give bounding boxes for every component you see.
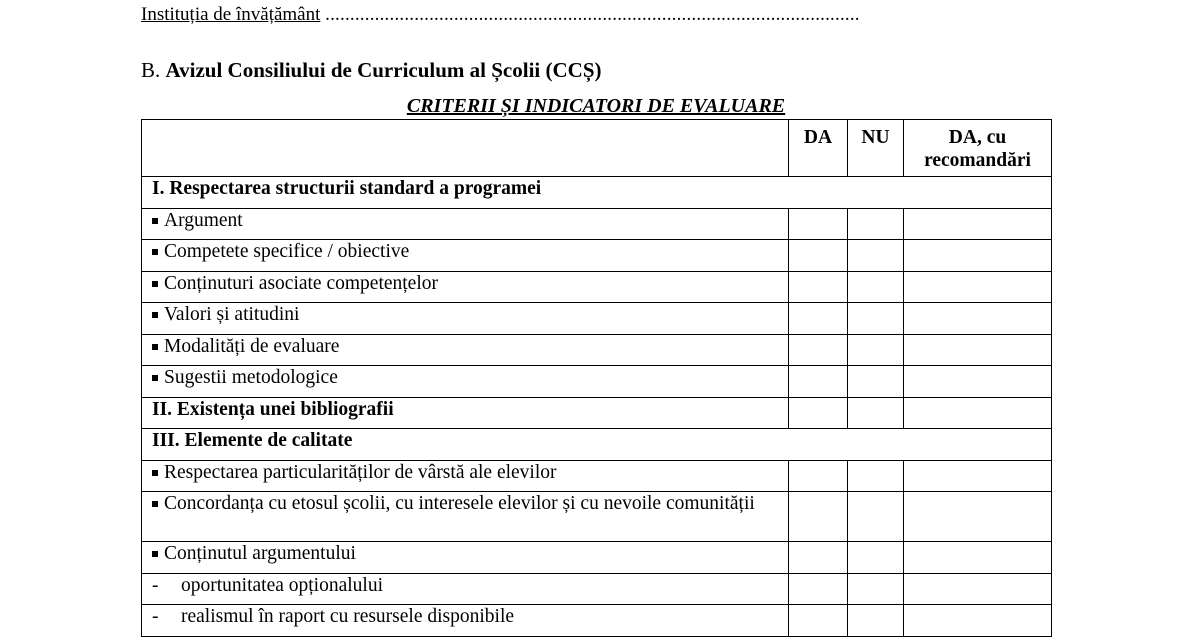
criterion-cell [142, 573, 789, 605]
section-title: Avizul Consiliului de Curriculum al Școlii (CCȘ) [165, 58, 602, 82]
section-row [142, 397, 1052, 429]
da-checkbox-cell [789, 271, 848, 303]
criterion-cell [142, 177, 1052, 209]
bullet-icon [152, 470, 158, 476]
nu-checkbox-cell [848, 460, 904, 492]
da-checkbox-cell [789, 366, 848, 398]
table-row [142, 460, 1052, 492]
da-checkbox-cell [789, 605, 848, 637]
criterion-label: III. Elemente de calitate [152, 430, 353, 451]
header-da-cu-recomandari: DA, cu recomandări [904, 120, 1052, 177]
nu-checkbox-cell [848, 605, 904, 637]
criterion-cell [142, 366, 789, 398]
dash-icon: - [152, 606, 159, 627]
table-row [142, 366, 1052, 398]
nu-checkbox-cell [848, 303, 904, 335]
da-checkbox-cell [789, 542, 848, 574]
header-da: DA [789, 120, 848, 177]
nu-checkbox-cell [848, 542, 904, 574]
bullet-icon [152, 344, 158, 350]
recommendation-cell [904, 271, 1052, 303]
recommendation-cell [904, 573, 1052, 605]
header-criteria [142, 120, 789, 177]
dash-icon: - [152, 574, 159, 596]
nu-checkbox-cell [848, 492, 904, 542]
criterion-cell [142, 240, 789, 272]
criterion-cell [142, 334, 789, 366]
institution-fill-dots: ............................................................................................................ [325, 4, 860, 25]
criteria-title: CRITERII ȘI INDICATORI DE EVALUARE [406, 95, 786, 117]
recommendation-cell [904, 492, 1052, 542]
criterion-cell [142, 542, 789, 574]
table-row [142, 271, 1052, 303]
nu-checkbox-cell [848, 366, 904, 398]
da-checkbox-cell [789, 208, 848, 240]
table-row [142, 334, 1052, 366]
da-checkbox-cell [789, 240, 848, 272]
table-row [142, 492, 1052, 542]
criterion-label: Conținutul argumentului [164, 543, 356, 564]
criterion-cell [142, 208, 789, 240]
criterion-cell [142, 271, 789, 303]
table-row [142, 208, 1052, 240]
da-checkbox-cell [789, 492, 848, 542]
recommendation-cell [904, 366, 1052, 398]
criterion-label: Respectarea particularităților de vârstă ale elevilor [164, 461, 557, 483]
criterion-label: Conținuturi asociate competențelor [164, 272, 438, 294]
section-row [142, 177, 1052, 209]
criterion-label: Modalități de evaluare [164, 335, 340, 357]
nu-checkbox-cell [848, 271, 904, 303]
criterion-label: Sugestii metodologice [164, 367, 338, 388]
bullet-icon [152, 501, 158, 507]
table-row [142, 605, 1052, 637]
bullet-icon [152, 281, 158, 287]
da-checkbox-cell [789, 460, 848, 492]
nu-checkbox-cell [848, 334, 904, 366]
criterion-label: II. Existența unei bibliografii [152, 398, 394, 420]
recommendation-cell [904, 397, 1052, 429]
evaluation-table [141, 119, 1052, 637]
criterion-label: oportunitatea opționalului [181, 574, 383, 596]
criterion-cell [142, 397, 789, 429]
institution-line [141, 4, 860, 26]
criterion-cell [142, 303, 789, 335]
bullet-icon [152, 249, 158, 255]
criterion-label: I. Respectarea structurii standard a programei [152, 178, 542, 199]
criterion-label: realismul în raport cu resursele disponibile [181, 606, 515, 627]
criterion-label: Concordanța cu etosul școlii, cu interesele elevilor și cu nevoile comunității [164, 493, 755, 514]
section-row [142, 429, 1052, 461]
recommendation-cell [904, 605, 1052, 637]
criterion-label: Argument [164, 209, 243, 231]
section-heading [141, 58, 602, 83]
nu-checkbox-cell [848, 573, 904, 605]
recommendation-cell [904, 240, 1052, 272]
table-row [142, 573, 1052, 605]
section-prefix: B. [141, 58, 161, 82]
bullet-icon [152, 551, 158, 557]
nu-checkbox-cell [848, 208, 904, 240]
header-nu: NU [848, 120, 904, 177]
bullet-icon [152, 312, 158, 318]
recommendation-cell [904, 542, 1052, 574]
table-row [142, 303, 1052, 335]
institution-label: Instituția de învățământ [141, 4, 321, 25]
da-checkbox-cell [789, 303, 848, 335]
criterion-cell [142, 429, 1052, 461]
recommendation-cell [904, 208, 1052, 240]
criterion-cell [142, 492, 789, 542]
criterion-label: Competete specifice / obiective [164, 241, 410, 262]
da-checkbox-cell [789, 397, 848, 429]
criterion-cell [142, 605, 789, 637]
nu-checkbox-cell [848, 397, 904, 429]
criterion-cell [142, 460, 789, 492]
table-row [142, 542, 1052, 574]
da-checkbox-cell [789, 573, 848, 605]
bullet-icon [152, 375, 158, 381]
table-header-row [142, 120, 1052, 177]
table-row [142, 240, 1052, 272]
da-checkbox-cell [789, 334, 848, 366]
recommendation-cell [904, 334, 1052, 366]
criterion-label: Valori și atitudini [164, 304, 300, 325]
bullet-icon [152, 218, 158, 224]
recommendation-cell [904, 303, 1052, 335]
recommendation-cell [904, 460, 1052, 492]
nu-checkbox-cell [848, 240, 904, 272]
